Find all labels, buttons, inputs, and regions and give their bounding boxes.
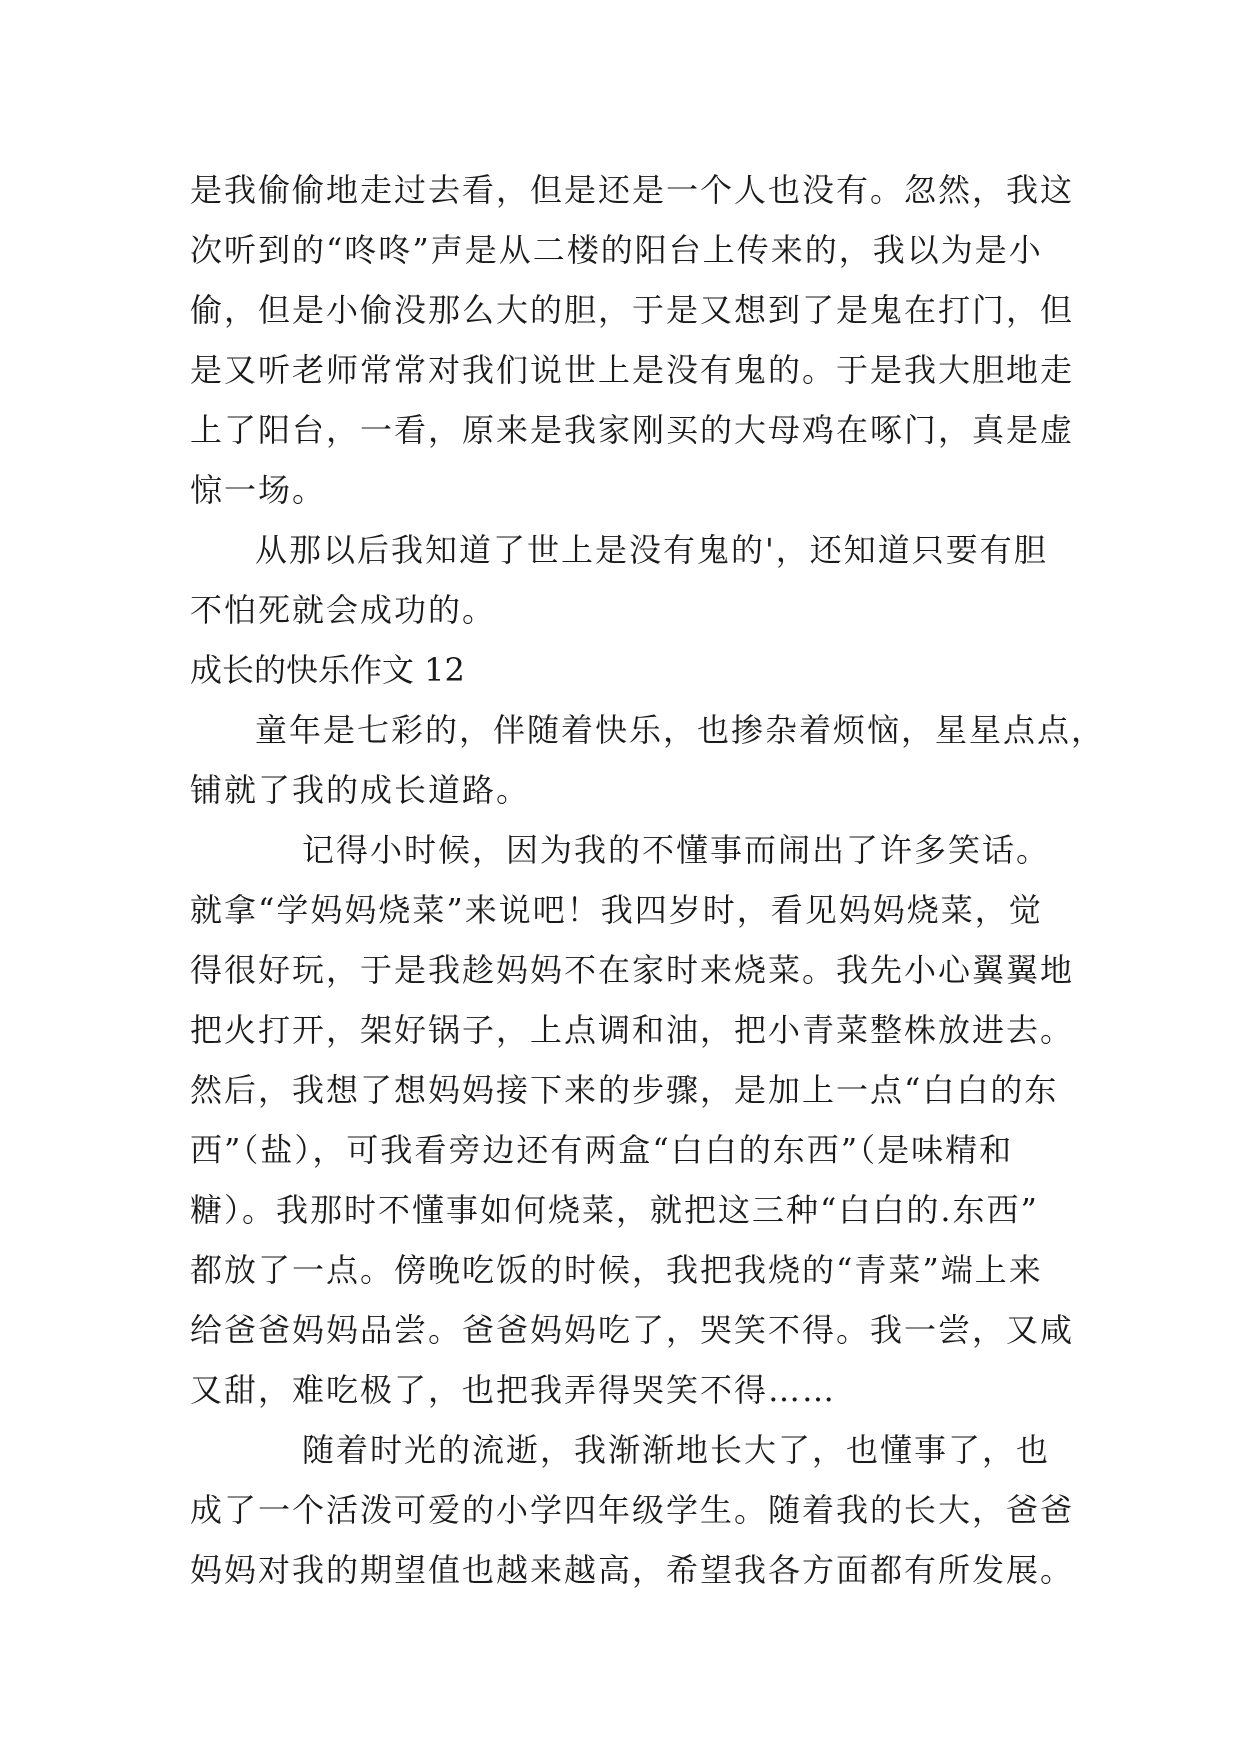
- text-line: 是我偷偷地走过去看，但是还是一个人也没有。忽然，我这: [190, 171, 1075, 209]
- text-line: 又甜，难吃极了，也把我弄得哭笑不得……: [190, 1371, 837, 1409]
- text-line: 然后，我想了想妈妈接下来的步骤，是加上一点“白白的东: [190, 1071, 1059, 1109]
- text-line: 成了一个活泼可爱的小学四年级学生。随着我的长大，爸爸: [190, 1491, 1075, 1529]
- text-line: 妈妈对我的期望值也越来越高，希望我各方面都有所发展。: [190, 1551, 1075, 1589]
- paragraph-start-line: 童年是七彩的，伴随着快乐，也掺杂着烦恼，星星点点，: [255, 711, 1106, 749]
- text-line: 都放了一点。傍晚吃饭的时候，我把我烧的“青菜”端上来: [190, 1251, 1043, 1289]
- text-line: 次听到的“咚咚”声是从二楼的阳台上传来的，我以为是小: [190, 231, 1043, 269]
- text-line: 就拿“学妈妈烧菜”来说吧！我四岁时，看见妈妈烧菜，觉: [190, 891, 1043, 929]
- text-line: 惊一场。: [190, 471, 327, 509]
- document-body: [190, 160, 1106, 1600]
- text-line: 西”（盐），可我看旁边还有两盒“白白的东西”（是味精和: [190, 1131, 1014, 1169]
- text-line: 是又听老师常常对我们说世上是没有鬼的。于是我大胆地走: [190, 351, 1075, 389]
- text-line: 把火打开，架好锅子，上点调和油，把小青菜整株放进去。: [190, 1011, 1075, 1049]
- text-line: 给爸爸妈妈品尝。爸爸妈妈吃了，哭笑不得。我一尝，又咸: [190, 1311, 1075, 1349]
- text-line: 得很好玩，于是我趁妈妈不在家时来烧菜。我先小心翼翼地: [190, 951, 1075, 989]
- text-line: 糖）。我那时不懂事如何烧菜，就把这三种“白白的.东西”: [190, 1191, 1039, 1229]
- text-line: 上了阳台，一看，原来是我家刚买的大母鸡在啄门，真是虚: [190, 411, 1075, 449]
- text-line: 铺就了我的成长道路。: [190, 771, 531, 809]
- paragraph-start-line: 从那以后我知道了世上是没有鬼的'，还知道只要有胆: [255, 531, 1048, 569]
- paragraph-start-line: 记得小时候，因为我的不懂事而闹出了许多笑话。: [302, 831, 1051, 869]
- text-line: 不怕死就会成功的。: [190, 591, 497, 629]
- text-line: 偷，但是小偷没那么大的胆，于是又想到了是鬼在打门，但: [190, 291, 1075, 329]
- paragraph-start-line: 随着时光的流逝，我渐渐地长大了，也懂事了，也: [302, 1431, 1051, 1469]
- section-heading: 成长的快乐作文 12: [190, 651, 465, 689]
